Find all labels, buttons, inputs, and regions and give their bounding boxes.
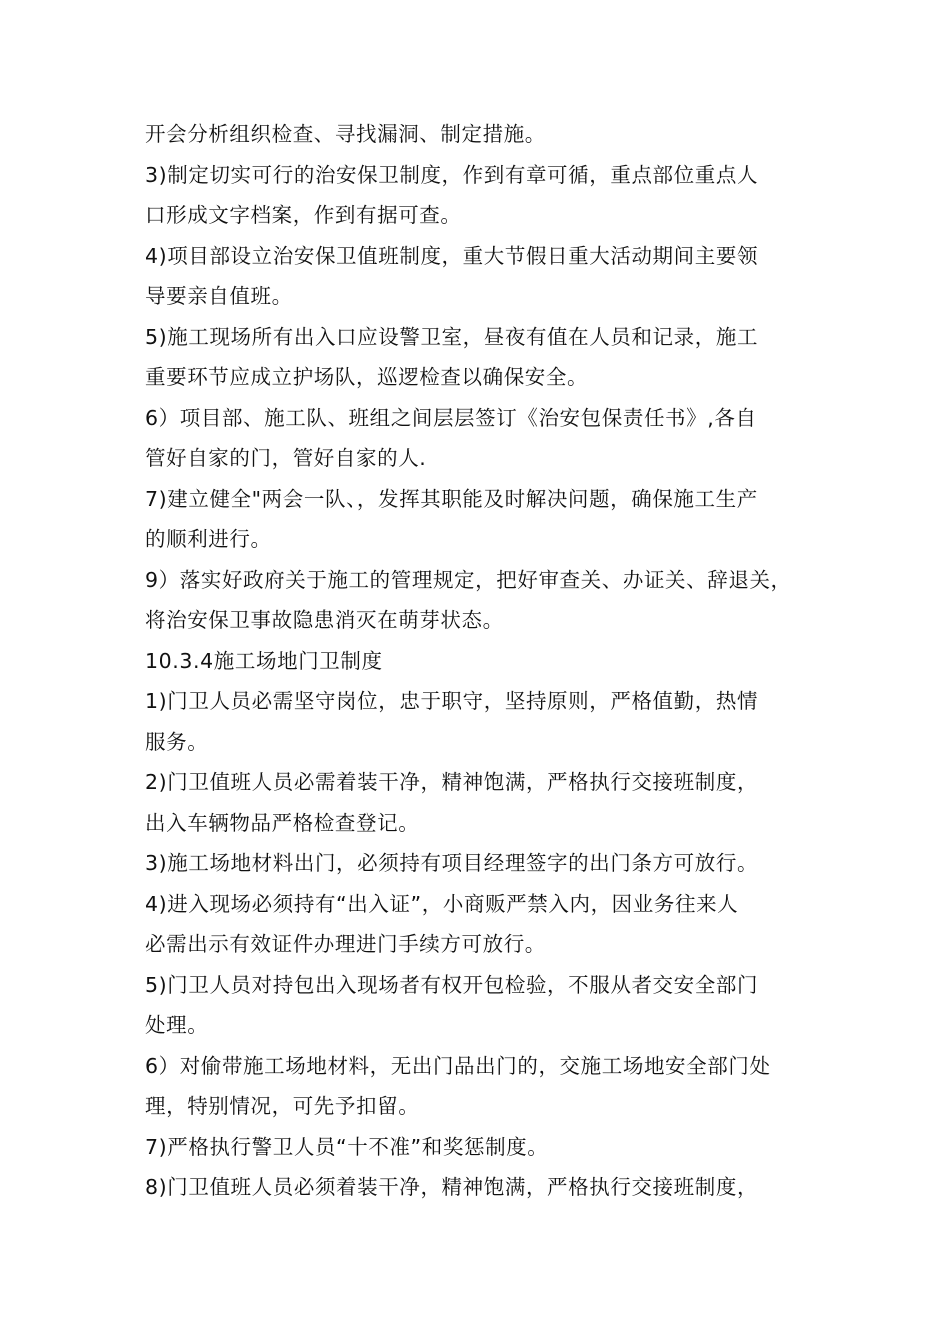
- document-body: [145, 114, 825, 1208]
- text-line: 口形成文字档案，作到有据可查。: [145, 203, 462, 227]
- text-line: 6）对偷带施工场地材料，无出门品出门的，交施工场地安全部门处: [145, 1053, 771, 1078]
- text-line: 2)门卫值班人员必需着装干净，精神饱满，严格执行交接班制度，: [145, 770, 759, 794]
- text-line: 导要亲自值班。: [145, 284, 293, 308]
- text-line: 将治安保卫事故隐患消灭在萌芽状态。: [145, 608, 504, 632]
- text-line: 必需出示有效证件办理进门手续方可放行。: [145, 932, 546, 956]
- text-line: 3)施工场地材料出门，必须持有项目经理签字的出门条方可放行。: [145, 851, 759, 875]
- text-line: 7)建立健全"两会一队、，发挥其职能及时解决问题，确保施工生产: [145, 486, 758, 511]
- text-line: 的顺利进行。: [145, 527, 272, 551]
- section-heading: 10.3.4施工场地门卫制度: [145, 648, 383, 673]
- text-line: 8)门卫值班人员必须着装干净，精神饱满，严格执行交接班制度，: [145, 1175, 759, 1199]
- text-line: 5)施工现场所有出入口应设警卫室，昼夜有值在人员和记录，施工: [145, 324, 759, 349]
- text-line: 4)进入现场必须持有“出入证”，小商贩严禁入内，因业务往来人: [145, 891, 739, 916]
- text-line: 4)项目部设立治安保卫值班制度，重大节假日重大活动期间主要领: [145, 243, 759, 268]
- text-line: 服务。: [145, 729, 209, 754]
- text-line: 理，特别情况，可先予扣留。: [145, 1094, 420, 1118]
- text-line: 出入车辆物品严格检查登记。: [145, 810, 420, 835]
- text-line: 管好自家的门，管好自家的人.: [145, 446, 427, 470]
- text-line: 处理。: [145, 1013, 209, 1037]
- text-line: 重要环节应成立护场队，巡逻检查以确保安全。: [145, 365, 589, 389]
- text-line: 1)门卫人员必需坚守岗位，忠于职守，坚持原则，严格值勤，热情: [145, 689, 759, 713]
- text-line: 5)门卫人员对持包出入现场者有权开包检验，不服从者交安全部门: [145, 972, 759, 997]
- text-line: 7)严格执行警卫人员“十不准”和奖惩制度。: [145, 1134, 549, 1159]
- text-line: 3)制定切实可行的治安保卫制度，作到有章可循，重点部位重点人: [145, 162, 759, 187]
- text-line: 开会分析组织检查、寻找漏洞、制定措施。: [145, 122, 546, 146]
- text-line: 6）项目部、施工队、班组之间层层签订《治安包保责任书》,各自: [145, 405, 757, 430]
- text-line: 9）落实好政府关于施工的管理规定，把好审查关、办证关、辞退关，: [145, 567, 792, 592]
